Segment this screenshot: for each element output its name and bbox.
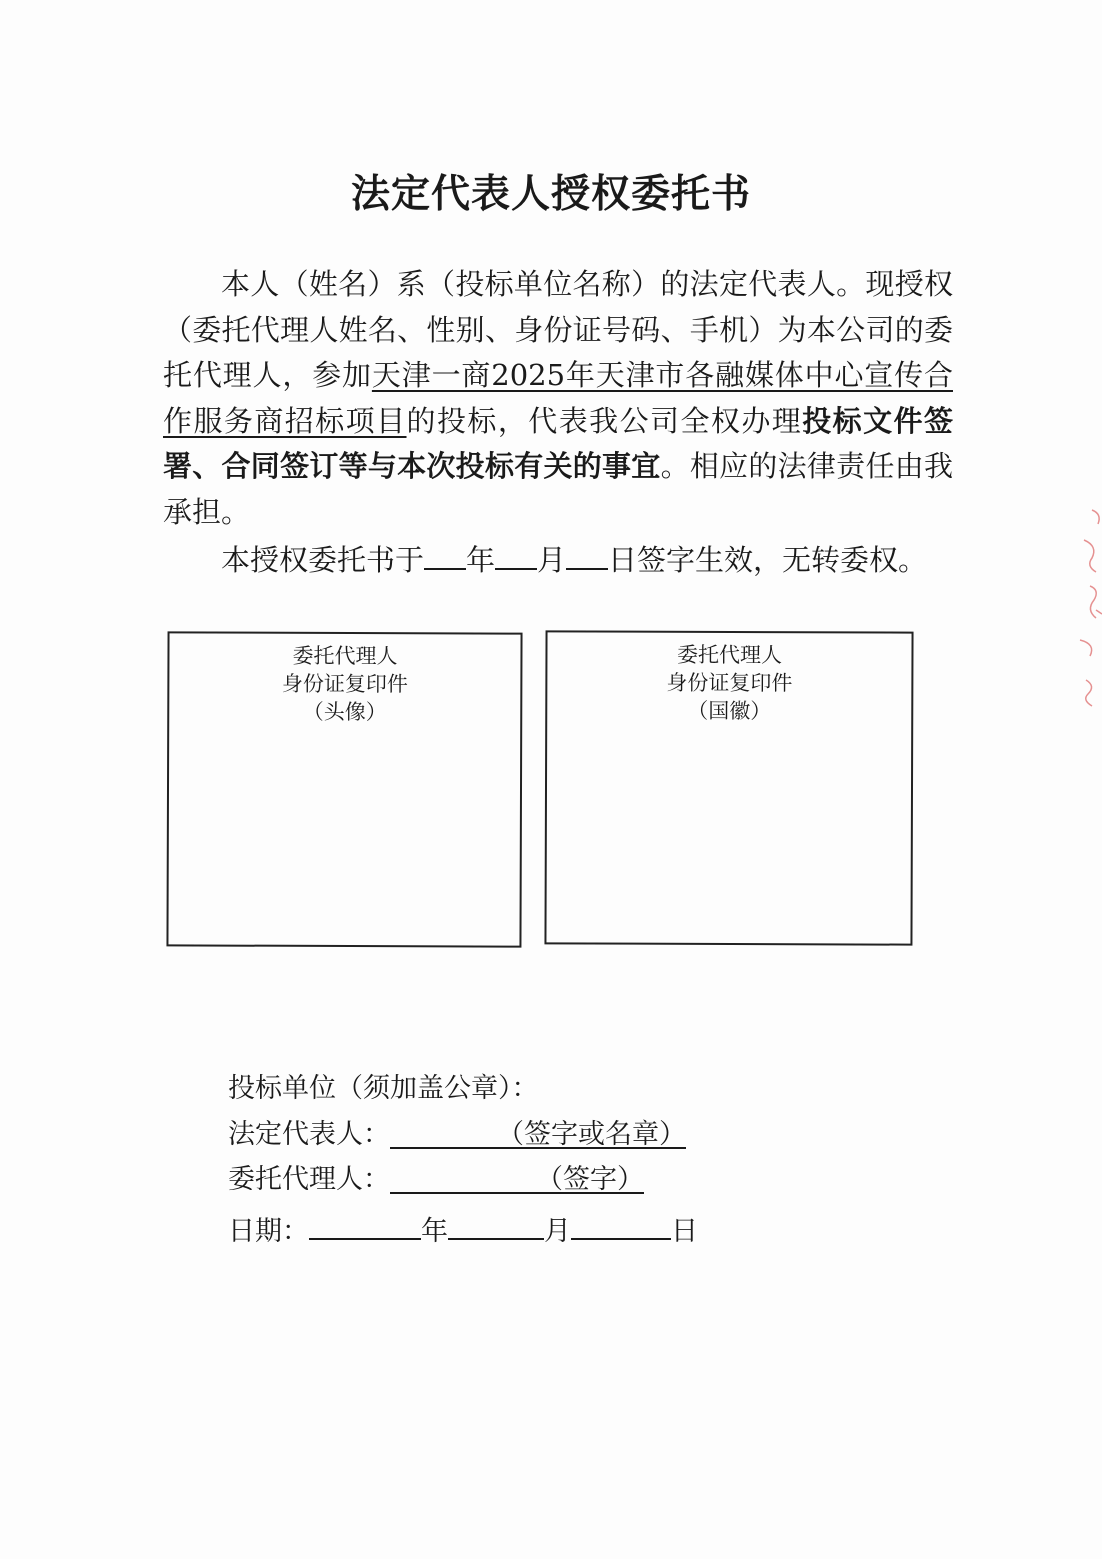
effective-month-label: 月	[537, 543, 567, 577]
effective-day-blank	[566, 542, 608, 570]
authorization-paragraph	[163, 262, 953, 536]
effective-year-blank	[424, 542, 466, 570]
bidder-label: 投标单位（须加盖公章）：	[228, 1073, 539, 1104]
legal-rep-line	[228, 1117, 686, 1153]
date-label: 日期：	[228, 1216, 309, 1247]
legal-rep-signature-field[interactable]	[390, 1117, 686, 1149]
id-copy-back-box	[544, 630, 913, 945]
authorization-scope: 投标文件签署、合同签订等与本次投标有关的事宜	[163, 403, 953, 484]
agent-signature-field[interactable]	[390, 1162, 644, 1194]
seal-stamp-edge	[1062, 490, 1102, 730]
box-label-line2: 身份证复印件	[281, 671, 408, 697]
effective-month-blank	[495, 542, 537, 570]
date-day-label: 日	[671, 1216, 698, 1247]
box-label-line1: 委托代理人	[292, 643, 398, 669]
paragraph-end: 。相应的法律责任由我承担。	[163, 449, 953, 529]
agent-label: 委托代理人：	[228, 1164, 390, 1195]
date-month-label: 月	[544, 1216, 571, 1247]
id-copy-front-box	[166, 631, 522, 947]
paragraph-intro: 本人（姓名）系（投标单位名称）的法定代表人。现授权（委托代理人姓名、性别、身份证号码、手机）为本公司的委托代理人，参加	[163, 267, 953, 393]
agent-hint: （签字）	[536, 1164, 644, 1195]
project-name: 天津一商2025年天津市各融媒体中心宣传合作服务商招标项目	[163, 358, 953, 438]
agent-line	[228, 1162, 644, 1198]
box-label-line1: 委托代理人	[676, 642, 783, 668]
date-line	[228, 1208, 698, 1250]
legal-rep-label: 法定代表人：	[228, 1119, 390, 1150]
date-year-label: 年	[421, 1216, 448, 1247]
date-day-field[interactable]	[571, 1208, 671, 1240]
date-month-field[interactable]	[448, 1208, 544, 1240]
paragraph-middle: 的投标，代表我公司全权办理	[406, 403, 803, 438]
bidder-line	[228, 1071, 539, 1107]
box-label-line3: （头像）	[302, 699, 387, 725]
effective-year-label: 年	[466, 543, 496, 577]
effective-suffix: 日签字生效，无转委权。	[608, 543, 928, 577]
box-label-line3: （国徽）	[687, 698, 772, 724]
effective-date-line	[221, 538, 927, 583]
date-year-field[interactable]	[309, 1208, 421, 1240]
document-title: 法定代表人授权委托书	[350, 171, 751, 217]
effective-prefix: 本授权委托书于	[221, 543, 425, 577]
legal-rep-hint: （签字或名章）	[497, 1119, 686, 1150]
box-label-line2: 身份证复印件	[666, 670, 793, 696]
